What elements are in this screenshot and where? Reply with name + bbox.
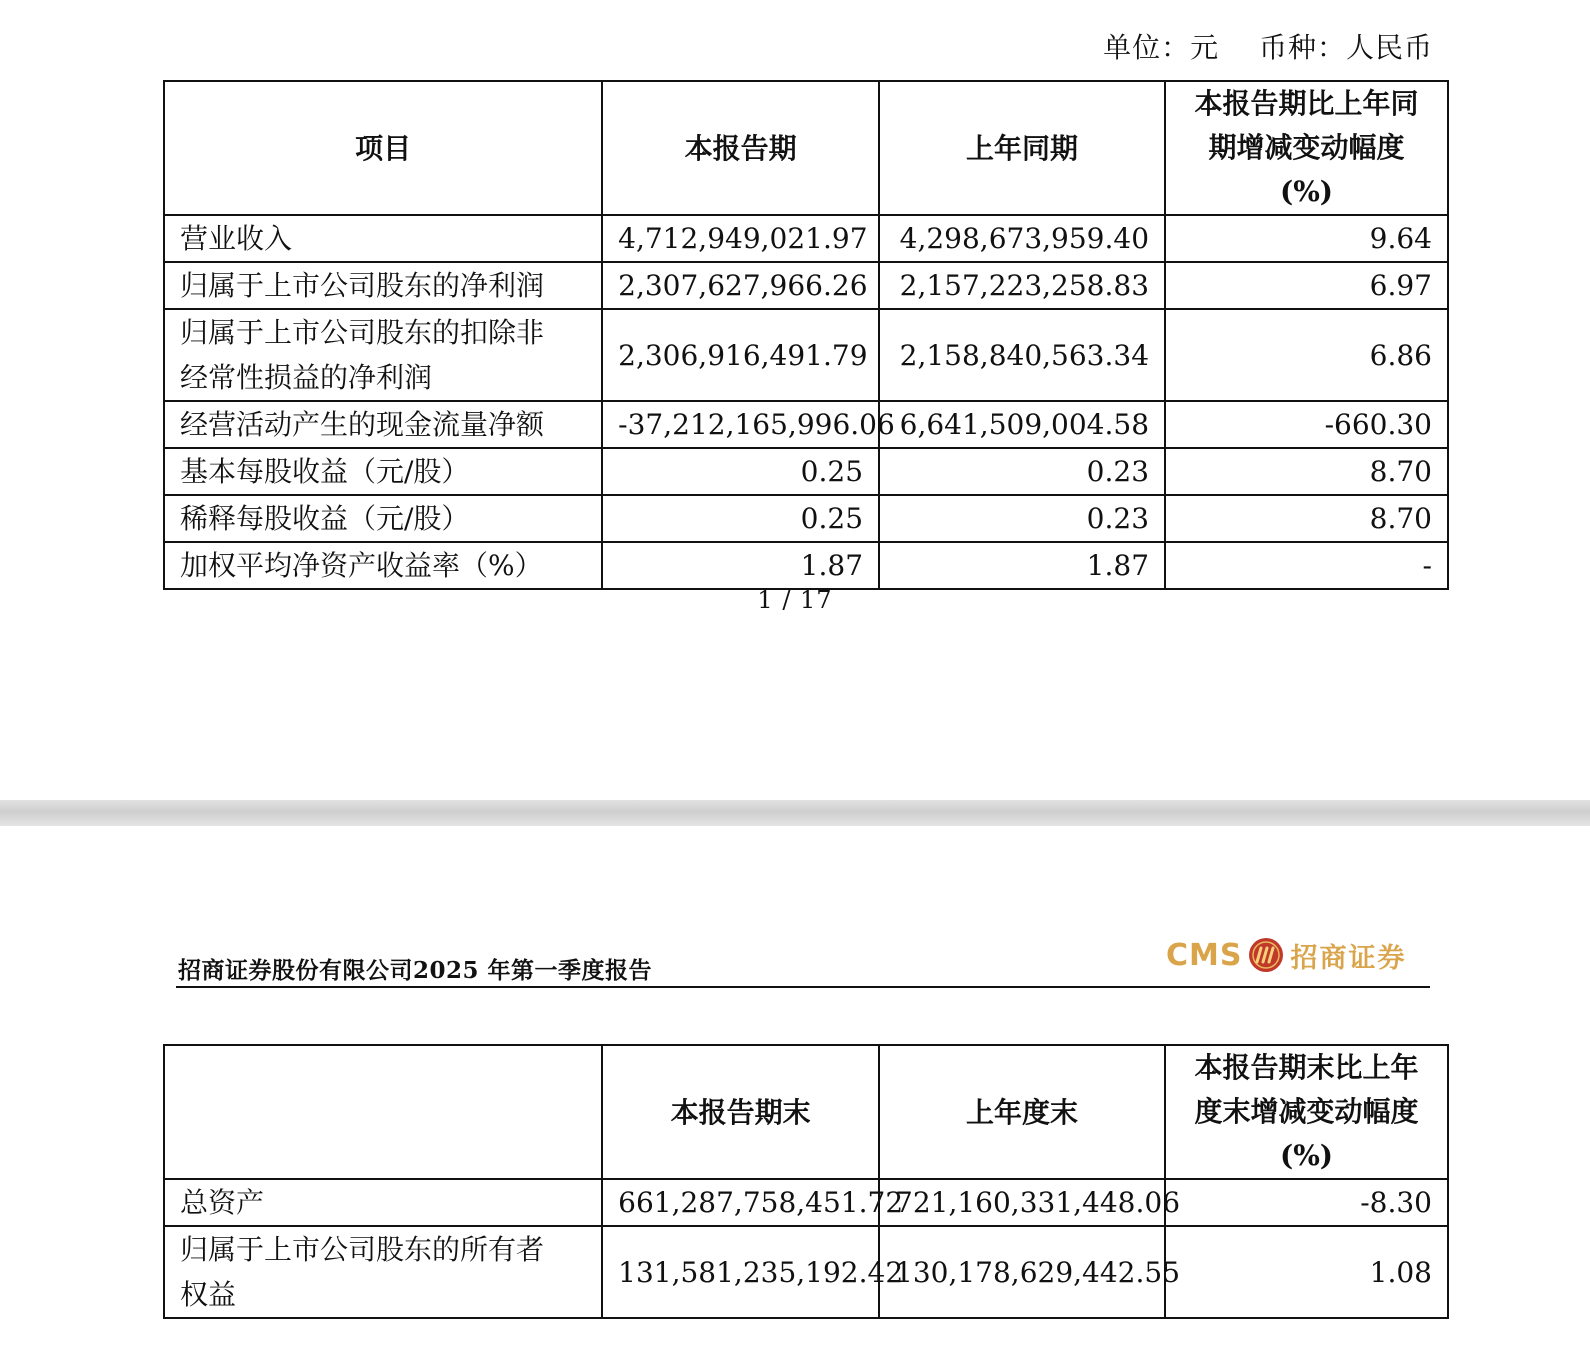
row-label: 稀释每股收益（元/股） (164, 495, 602, 542)
table-row (164, 215, 1448, 262)
table-row (164, 448, 1448, 495)
header-change-line2: 期增减变动幅度 (1208, 131, 1405, 164)
page-separator (0, 800, 1590, 826)
row-label-line1: 归属于上市公司股东的扣除非 (180, 316, 545, 349)
row-prior-value: 2,158,840,563.34 (879, 309, 1165, 401)
header-current-period: 本报告期 (602, 81, 879, 215)
header-current-period-end: 本报告期末 (602, 1045, 879, 1179)
row-label: 总资产 (164, 1179, 602, 1226)
row-prior-value: 721,160,331,448.06 (879, 1179, 1165, 1226)
table-row (164, 401, 1448, 448)
header-change-pct (1165, 81, 1448, 215)
cms-emblem-icon (1248, 937, 1284, 973)
row-current-value: 661,287,758,451.72 (602, 1179, 879, 1226)
header-divider (176, 986, 1430, 988)
header-item (164, 1045, 602, 1179)
header-change-line3: (%) (1279, 1139, 1334, 1172)
row-current-value: 0.25 (602, 448, 879, 495)
row-current-value: 2,307,627,966.26 (602, 262, 879, 309)
income-table (163, 80, 1449, 590)
row-current-value: 2,306,916,491.79 (602, 309, 879, 401)
report-header-title: 招商证券股份有限公司2025 年第一季度报告 (178, 957, 653, 984)
row-label: 基本每股收益（元/股） (164, 448, 602, 495)
table-header-row (164, 81, 1448, 215)
row-current-value: 131,581,235,192.42 (602, 1226, 879, 1318)
row-prior-value: 4,298,673,959.40 (879, 215, 1165, 262)
row-prior-value: 0.23 (879, 495, 1165, 542)
row-change-value: 8.70 (1165, 495, 1448, 542)
logo-text: CMS (1166, 937, 1243, 973)
row-change-value: 8.70 (1165, 448, 1448, 495)
row-label (164, 1226, 602, 1318)
row-label (164, 309, 602, 401)
row-current-value: 4,712,949,021.97 (602, 215, 879, 262)
row-change-value: 6.86 (1165, 309, 1448, 401)
row-label-line2: 经常性损益的净利润 (180, 361, 433, 394)
row-change-value: 1.08 (1165, 1226, 1448, 1318)
unit-currency-line (1103, 26, 1433, 66)
header-prior-year-end: 上年度末 (879, 1045, 1165, 1179)
header-change-pct (1165, 1045, 1448, 1179)
row-prior-value: 130,178,629,442.55 (879, 1226, 1165, 1318)
row-label: 归属于上市公司股东的净利润 (164, 262, 602, 309)
row-change-value: 6.97 (1165, 262, 1448, 309)
unit-label: 单位：元 (1103, 31, 1220, 64)
header-change-line3: (%) (1279, 175, 1334, 208)
table-row (164, 309, 1448, 401)
cms-logo (1166, 934, 1406, 976)
header-item: 项目 (164, 81, 602, 215)
header-change-line2: 度末增减变动幅度 (1194, 1095, 1419, 1128)
row-prior-value: 6,641,509,004.58 (879, 401, 1165, 448)
row-prior-value: 1.87 (879, 542, 1165, 589)
currency-label: 币种：人民币 (1258, 31, 1433, 64)
table-row (164, 542, 1448, 589)
table-row (164, 495, 1448, 542)
balance-table (163, 1044, 1449, 1319)
page-number: 1 / 17 (757, 586, 833, 614)
row-label-line1: 归属于上市公司股东的所有者 (180, 1233, 545, 1266)
row-change-value: - (1165, 542, 1448, 589)
logo-text-cn: 招商证券 (1290, 942, 1407, 974)
document-page-2 (0, 826, 1590, 1360)
row-current-value: 1.87 (602, 542, 879, 589)
row-prior-value: 0.23 (879, 448, 1165, 495)
row-change-value: -8.30 (1165, 1179, 1448, 1226)
table-row (164, 1226, 1448, 1318)
row-label: 经营活动产生的现金流量净额 (164, 401, 602, 448)
row-prior-value: 2,157,223,258.83 (879, 262, 1165, 309)
row-label-line2: 权益 (180, 1278, 237, 1311)
table-header-row (164, 1045, 1448, 1179)
row-label: 加权平均净资产收益率（%） (164, 542, 602, 589)
row-current-value: 0.25 (602, 495, 879, 542)
table-row (164, 262, 1448, 309)
header-change-line1: 本报告期末比上年 (1194, 1051, 1419, 1084)
row-label: 营业收入 (164, 215, 602, 262)
table-row (164, 1179, 1448, 1226)
row-current-value: -37,212,165,996.06 (602, 401, 879, 448)
row-change-value: -660.30 (1165, 401, 1448, 448)
header-change-line1: 本报告期比上年同 (1194, 87, 1419, 120)
header-prior-period: 上年同期 (879, 81, 1165, 215)
row-change-value: 9.64 (1165, 215, 1448, 262)
